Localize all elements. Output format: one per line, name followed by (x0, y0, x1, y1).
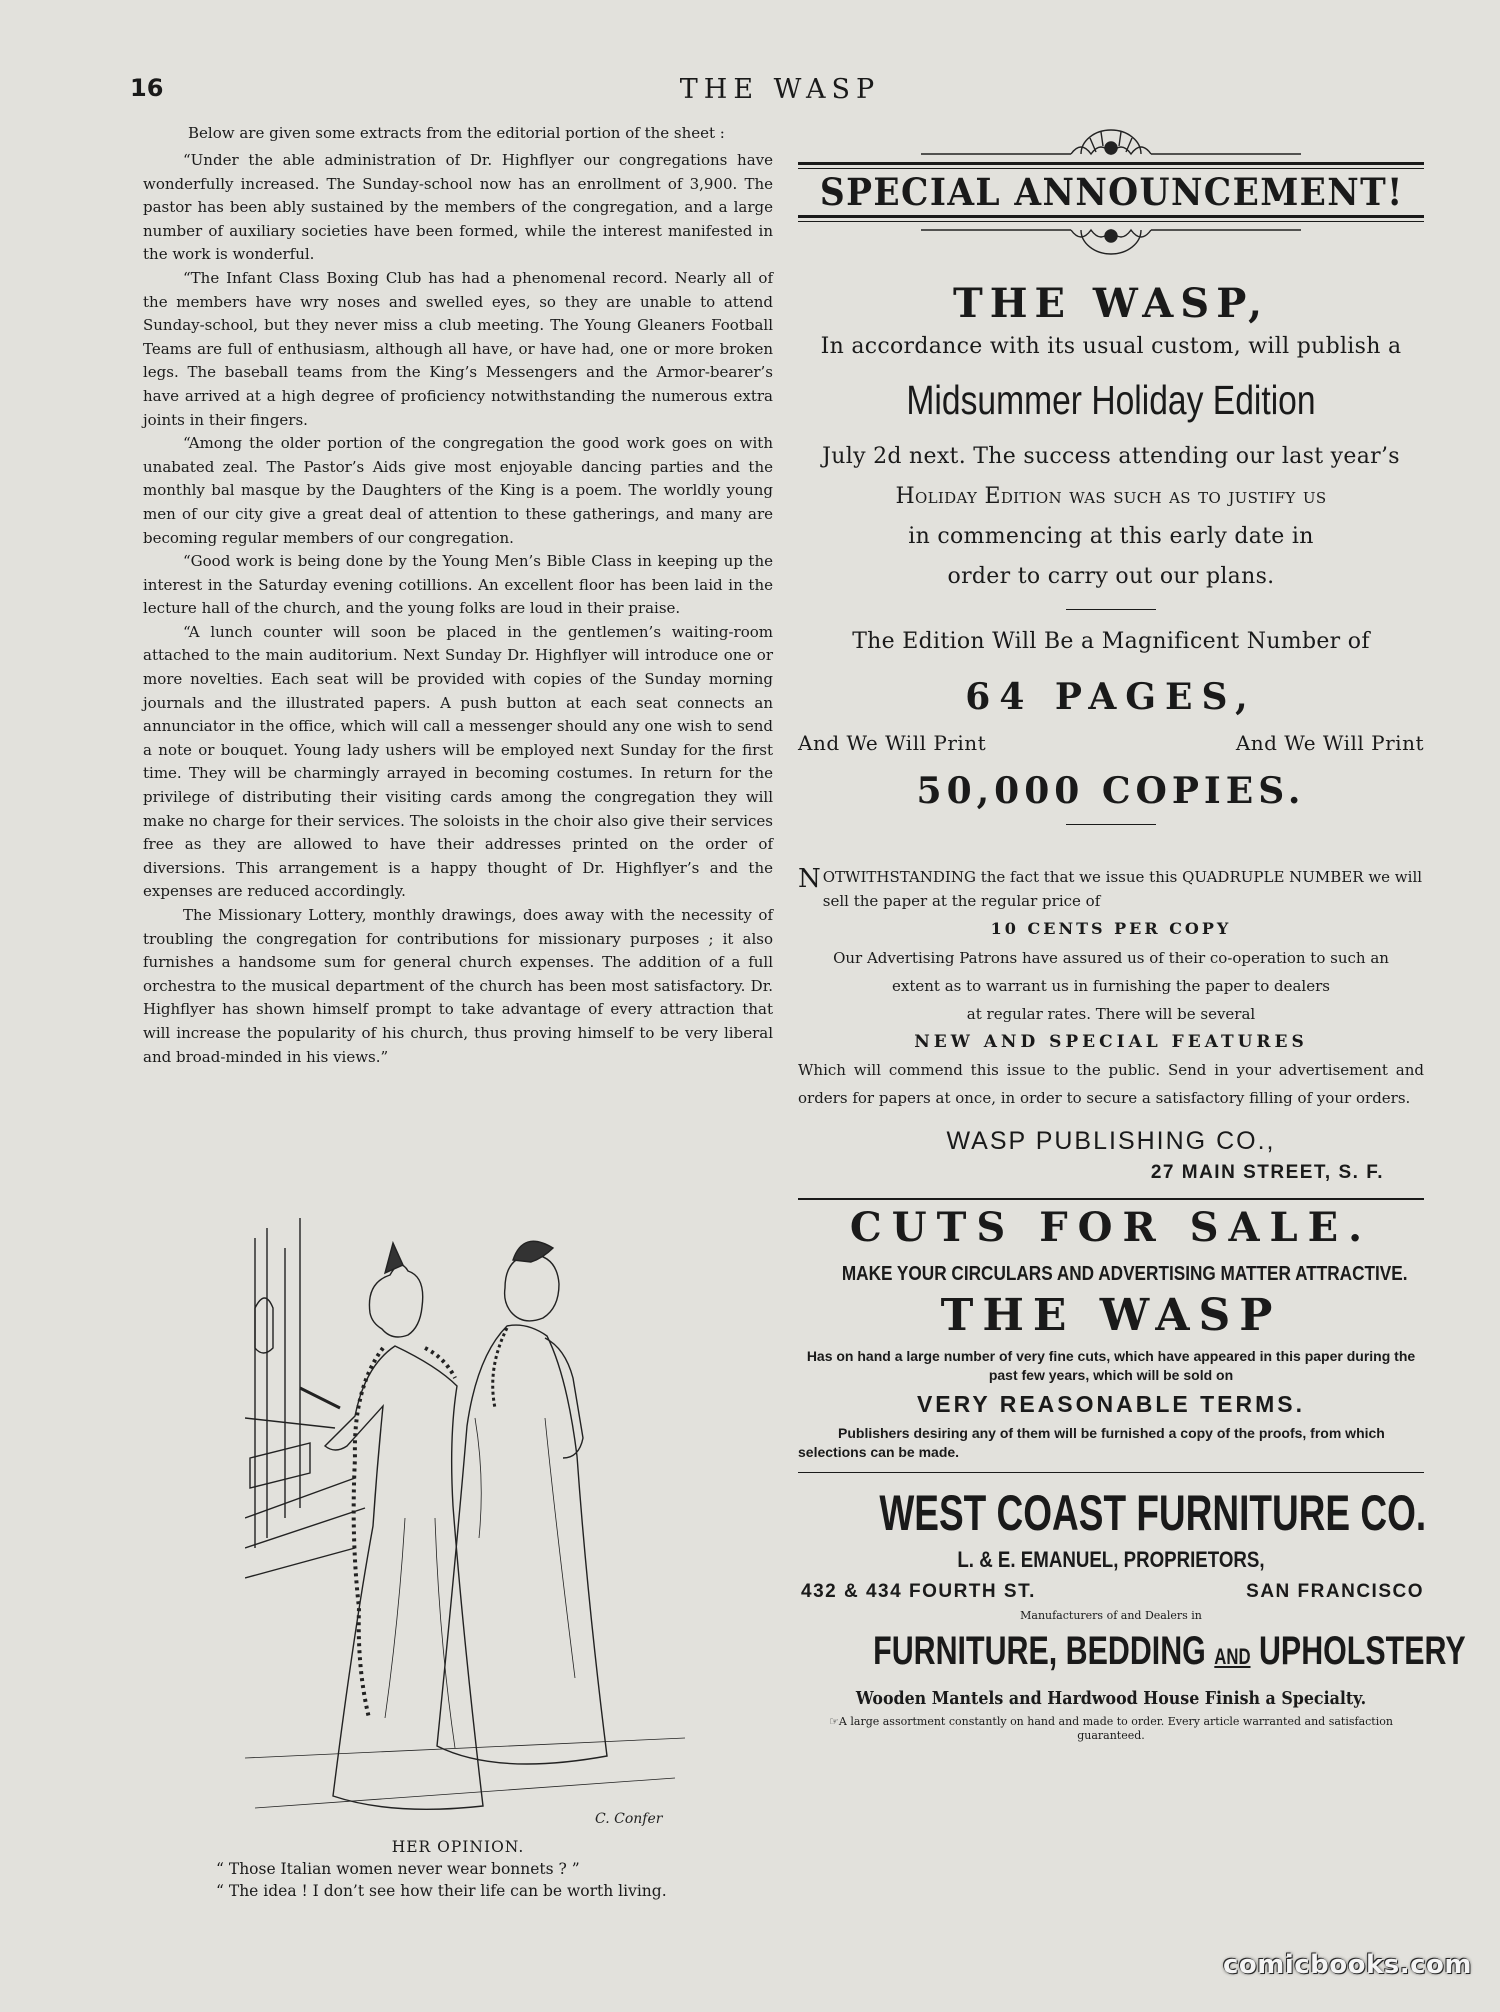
copies-heading: 50,000 COPIES. (916, 770, 1306, 812)
special-announcement-heading: SPECIAL ANNOUNCEMENT! (819, 170, 1404, 214)
drop-cap: N (798, 864, 821, 894)
advertising-line: Our Advertising Patrons have assured us of their co-operation to such an (833, 949, 1389, 967)
editorial-paragraph: “A lunch counter will soon be placed in the gentlemen’s waiting-room attached to the main auditorium. Next Sunday Dr. Highflyer will introduce one or more novelties. Each seat will be provided with copies of the Sunday morning journals and the illustrated papers. A push button at each seat connects an annunciator in the office, which will call a messenger should any one wish to send a note or bouquet. Young lady ushers will be employed next Sunday for the first time. They will be charmingly arrayed in becoming costumes. In return for the privilege of distributing their visiting cards among the congregation they will make no charge for their services. The soloists in the choir also give their services free as they are allowed to have their addresses printed on the order of diversions. This arrangement is a happy thought of Dr. Highflyer’s and the expenses are reduced accordingly. (143, 622, 773, 901)
print-left: And We Will Print (798, 731, 987, 755)
ten-cents-line: 10 CENTS PER COPY (990, 919, 1232, 938)
cuts-for-sale-heading: CUTS FOR SALE. (849, 1204, 1373, 1251)
editorial-paragraph: The Missionary Lottery, monthly drawings, does away with the necessity of troubling the congregation for contributions for missionary purposes ; it also furnishes a handsome sum for general church expenses. The addition of a full orchestra to the musical department of the church has been most satisfactory. Dr. Highflyer has shown himself prompt to take advantage of every attraction that will increase the popularity of his church, thus proving himself to be very liberal and broad-minded in his views.” (143, 906, 773, 1066)
divider (1066, 609, 1156, 610)
furniture-address (798, 1577, 1424, 1607)
editorial-paragraph: “Among the older portion of the congregation the good work goes on with unabated zeal. The Pastor’s Aids give most enjoyable dancing parties and the monthly bal masque by the Daughters of the King is a poem. The worldly young men of our city give a great deal of attention to these gatherings, and many are becoming regular members of our congregation. (143, 434, 773, 547)
advertising-line: extent as to warrant us in furnishing the paper to dealers (892, 977, 1330, 995)
page-header (130, 74, 1430, 114)
publishers-desiring: Publishers desiring any of them will be furnished a copy of the proofs, from which selections can be made. (798, 1425, 1385, 1460)
two-women-illustration (245, 1218, 685, 1844)
wooden-mantels-line: Wooden Mantels and Hardwood House Finish a Specialty. (855, 1688, 1367, 1709)
editorial-paragraph: “Good work is being done by the Young Men’s Bible Class in keeping up the interest in the Saturday evening cotillions. An excellent floor has been laid in the lecture hall of the church, and the young folks are loud in their praise. (143, 552, 773, 618)
accordance-line: In accordance with its usual custom, will publish a (820, 334, 1402, 359)
double-rule (798, 162, 1424, 169)
caption-title: HER OPINION. (391, 1838, 525, 1856)
illustration-caption (143, 1836, 773, 1902)
divider (798, 1472, 1424, 1473)
right-column (798, 128, 1466, 1743)
furniture-part-a: FURNITURE, BEDDING (873, 1629, 1206, 1673)
make-attractive-line: MAKE YOUR CIRCULARS AND ADVERTISING MATTER ATTRACTIVE. (841, 1263, 1408, 1285)
left-column (143, 122, 773, 1069)
intro-line: Below are given some extracts from the editorial portion of the sheet : (188, 124, 725, 142)
commencing-line: in commencing at this early date in (908, 524, 1314, 549)
city-name: SAN FRANCISCO (1246, 1581, 1424, 1602)
furniture-and: AND (1214, 1644, 1251, 1669)
has-on-hand: Has on hand a large number of very fine cuts, which have appeared in this paper during the past few years, which will be sold on (806, 1348, 1416, 1383)
manufacturers-line: Manufacturers of and Dealers in (1020, 1609, 1202, 1622)
wasp-title-2: THE WASP (940, 1290, 1282, 1341)
print-row (798, 728, 1424, 758)
edition-line: The Edition Will Be a Magnificent Number of (852, 629, 1370, 654)
advertising-line: at regular rates. There will be several (966, 1005, 1256, 1023)
west-coast-furniture: WEST COAST FURNITURE CO. (879, 1485, 1427, 1541)
double-rule (798, 215, 1424, 222)
proprietors-line: L. & E. EMANUEL, PROPRIETORS, (957, 1547, 1265, 1572)
furniture-bedding-upholstery (873, 1625, 1466, 1683)
top-ornament-icon (921, 128, 1301, 162)
assortment-line: ☞A large assortment constantly on hand and made to order. Every article warranted and satisfaction guaranteed. (829, 1715, 1393, 1742)
divider (1066, 824, 1156, 825)
plans-line: order to carry out our plans. (947, 564, 1275, 589)
page-number: 16 (130, 74, 164, 102)
notwithstanding-text: OTWITHSTANDING the fact that we issue this QUADRUPLE NUMBER we will sell the paper at the regular price of (822, 868, 1423, 910)
notwithstanding-paragraph (798, 865, 1424, 913)
wasp-title: THE WASP, (952, 280, 1270, 327)
publisher-name: WASP PUBLISHING CO., (946, 1127, 1276, 1155)
bottom-ornament-icon (921, 222, 1301, 256)
running-title: THE WASP (679, 74, 881, 105)
publisher-address: 27 MAIN STREET, S. F. (1150, 1162, 1384, 1183)
reasonable-terms: VERY REASONABLE TERMS. (916, 1391, 1306, 1417)
july-line: July 2d next. The success attending our last year’s (822, 444, 1400, 469)
illustration-signature: C. Confer (595, 1811, 663, 1827)
holiday-line: Holiday Edition was such as to justify us (895, 484, 1327, 509)
watermark: comicbooks.com (1222, 1950, 1472, 1980)
editorial-paragraph: “Under the able administration of Dr. Highflyer our congregations have wonderfully increased. The Sunday-school now has an enrollment of 3,900. The pastor has been ably sustained by the members of the congregation, and a large number of auxiliary societies have been formed, while the interest manifested in the work is wonderful. (143, 151, 773, 264)
street-address: 432 & 434 FOURTH ST. (801, 1581, 1036, 1602)
commend-paragraph: Which will commend this issue to the public. Send in your advertisement and orders for papers at once, in order to secure a satisfactory filling of your orders. (798, 1061, 1424, 1107)
midsummer-edition: Midsummer Holiday Edition (906, 377, 1316, 423)
editorial-paragraph: “The Infant Class Boxing Club has had a phenomenal record. Nearly all of the members have wry noses and swelled eyes, so they are unable to attend Sunday-school, but they never miss a club meeting. The Young Gleaners Football Teams are full of enthusiasm, although all have, or have had, one or more broken legs. The baseball teams from the King’s Messengers and the Armor-bearer’s have arrived at a high degree of proficiency notwithstanding the numerous extra joints in their fingers. (143, 268, 773, 429)
furniture-part-b: UPHOLSTERY (1258, 1629, 1466, 1673)
print-right: And We Will Print (1235, 731, 1424, 755)
caption-line: “ The idea ! I don’t see how their life can be worth living. (216, 1882, 667, 1900)
caption-line: “ Those Italian women never wear bonnets ? ” (216, 1860, 580, 1878)
divider (798, 1198, 1424, 1200)
pages-heading: 64 PAGES, (965, 676, 1257, 718)
new-special-features: NEW AND SPECIAL FEATURES (914, 1032, 1308, 1052)
